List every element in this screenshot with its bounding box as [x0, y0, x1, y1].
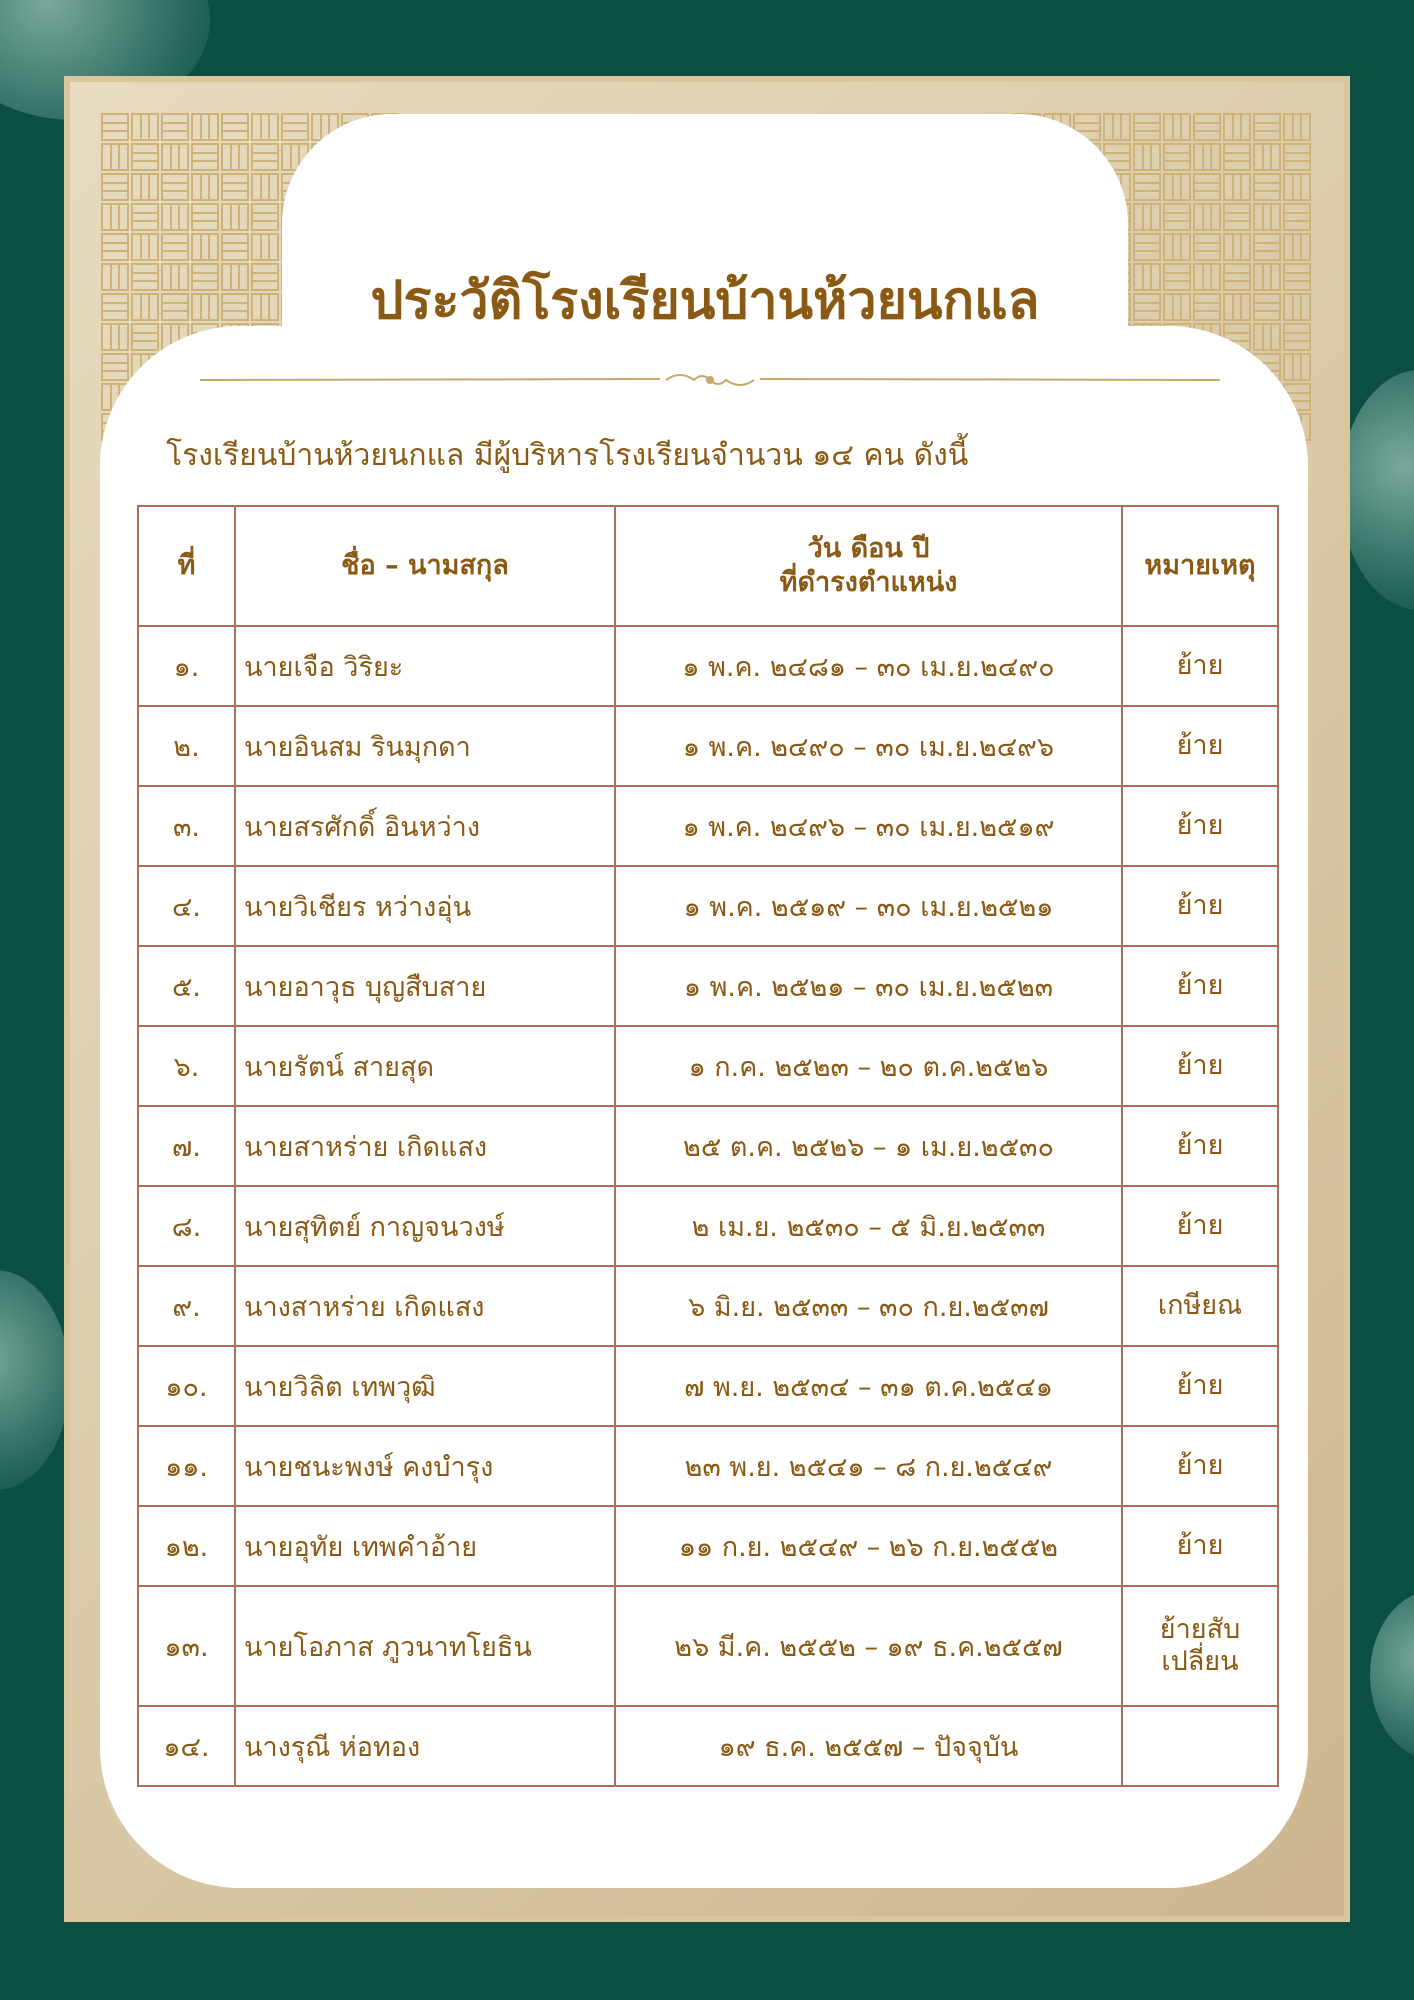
row-num: ๑๒. — [138, 1506, 235, 1586]
row-period: ๒ เม.ย. ๒๕๓๐ – ๕ มิ.ย.๒๕๓๓ — [615, 1186, 1122, 1266]
row-period: ๑ พ.ค. ๒๕๒๑ – ๓๐ เม.ย.๒๕๒๓ — [615, 946, 1122, 1026]
row-period: ๑ พ.ค. ๒๔๘๑ – ๓๐ เม.ย.๒๔๙๐ — [615, 626, 1122, 706]
table-row — [138, 786, 1278, 866]
row-num: ๔. — [138, 866, 235, 946]
table-row — [138, 1266, 1278, 1346]
table-row — [138, 946, 1278, 1026]
decor-blob-right-bottom — [1370, 1590, 1414, 1760]
row-num: ๑๑. — [138, 1426, 235, 1506]
administrators-table — [137, 505, 1279, 1787]
page-title: ประวัติโรงเรียนบ้านห้วยนกแล — [370, 270, 1040, 331]
table-row — [138, 706, 1278, 786]
row-period: ๑ พ.ค. ๒๔๙๖ – ๓๐ เม.ย.๒๕๑๙ — [615, 786, 1122, 866]
header-period-line2: ที่ดำรงตำแหน่ง — [779, 567, 958, 598]
row-name: นายอุทัย เทพคำอ้าย — [235, 1506, 615, 1586]
row-note-line1: ย้ายสับ — [1159, 1613, 1241, 1645]
decor-blob-left-bottom — [0, 1270, 70, 1490]
table-header-row — [138, 506, 1278, 626]
row-name: นายอินสม รินมุกดา — [235, 706, 615, 786]
row-note: ย้าย — [1122, 1026, 1278, 1106]
table-row — [138, 626, 1278, 706]
header-period-line1: วัน ดือน ปี — [807, 533, 930, 565]
row-num: ๗. — [138, 1106, 235, 1186]
table-row — [138, 1026, 1278, 1106]
row-note — [1122, 1586, 1278, 1706]
row-note: ย้าย — [1122, 1346, 1278, 1426]
row-note: ย้าย — [1122, 786, 1278, 866]
row-note: ย้าย — [1122, 866, 1278, 946]
row-name: นายโอภาส ภูวนาทโยธิน — [235, 1586, 615, 1706]
row-period: ๑ พ.ค. ๒๕๑๙ – ๓๐ เม.ย.๒๕๒๑ — [615, 866, 1122, 946]
row-note: เกษียณ — [1122, 1266, 1278, 1346]
row-note: ย้าย — [1122, 1106, 1278, 1186]
row-period: ๒๕ ต.ค. ๒๕๒๖ – ๑ เม.ย.๒๕๓๐ — [615, 1106, 1122, 1186]
row-note: ย้าย — [1122, 626, 1278, 706]
table-row — [138, 1106, 1278, 1186]
row-name: นายเจือ วิริยะ — [235, 626, 615, 706]
row-period: ๑๑ ก.ย. ๒๕๔๙ – ๒๖ ก.ย.๒๕๕๒ — [615, 1506, 1122, 1586]
table-row — [138, 1186, 1278, 1266]
ornament-divider — [200, 372, 1220, 388]
table-row — [138, 1506, 1278, 1586]
intro-text: โรงเรียนบ้านห้วยนกแล มีผู้บริหารโรงเรียนจำนวน ๑๔ คน ดังนี้ — [166, 438, 969, 473]
row-name: นายวิเชียร หว่างอุ่น — [235, 866, 615, 946]
row-period: ๑ ก.ค. ๒๕๒๓ – ๒๐ ต.ค.๒๕๒๖ — [615, 1026, 1122, 1106]
row-period: ๖ มิ.ย. ๒๕๓๓ – ๓๐ ก.ย.๒๕๓๗ — [615, 1266, 1122, 1346]
row-note: ย้าย — [1122, 1506, 1278, 1586]
table-row — [138, 1706, 1278, 1786]
row-period: ๑๙ ธ.ค. ๒๕๕๗ – ปัจจุบัน — [615, 1706, 1122, 1786]
row-num: ๓. — [138, 786, 235, 866]
row-name: นางสาหร่าย เกิดแสง — [235, 1266, 615, 1346]
row-num: ๑๐. — [138, 1346, 235, 1426]
row-name: นายชนะพงษ์ คงบำรุง — [235, 1426, 615, 1506]
row-num: ๑. — [138, 626, 235, 706]
row-num: ๖. — [138, 1026, 235, 1106]
row-note-line2: เปลี่ยน — [1161, 1646, 1239, 1677]
row-num: ๙. — [138, 1266, 235, 1346]
row-note: ย้าย — [1122, 946, 1278, 1026]
row-num: ๑๓. — [138, 1586, 235, 1706]
row-num: ๕. — [138, 946, 235, 1026]
row-note: ย้าย — [1122, 706, 1278, 786]
table-row — [138, 866, 1278, 946]
row-period: ๑ พ.ค. ๒๔๙๐ – ๓๐ เม.ย.๒๔๙๖ — [615, 706, 1122, 786]
row-name: นายสาหร่าย เกิดแสง — [235, 1106, 615, 1186]
row-note: ย้าย — [1122, 1426, 1278, 1506]
table-row — [138, 1426, 1278, 1506]
row-name: นายสุทิตย์ กาญจนวงษ์ — [235, 1186, 615, 1266]
row-name: นายวิลิต เทพวุฒิ — [235, 1346, 615, 1426]
header-name: ชื่อ – นามสกุล — [235, 506, 615, 626]
header-period — [615, 506, 1122, 626]
table-row — [138, 1586, 1278, 1706]
row-num: ๘. — [138, 1186, 235, 1266]
row-period: ๒๖ มี.ค. ๒๕๕๒ – ๑๙ ธ.ค.๒๕๕๗ — [615, 1586, 1122, 1706]
decor-blob-right-top — [1340, 370, 1414, 610]
header-num: ที่ — [138, 506, 235, 626]
row-name: นายสรศักดิ์ อินหว่าง — [235, 786, 615, 866]
row-note — [1122, 1706, 1278, 1786]
row-name: นางรุณี ห่อทอง — [235, 1706, 615, 1786]
row-num: ๒. — [138, 706, 235, 786]
table-row — [138, 1346, 1278, 1426]
row-name: นายรัตน์ สายสุด — [235, 1026, 615, 1106]
header-note: หมายเหตุ — [1122, 506, 1278, 626]
row-period: ๒๓ พ.ย. ๒๕๔๑ – ๘ ก.ย.๒๕๔๙ — [615, 1426, 1122, 1506]
row-period: ๗ พ.ย. ๒๕๓๔ – ๓๑ ต.ค.๒๕๔๑ — [615, 1346, 1122, 1426]
row-num: ๑๔. — [138, 1706, 235, 1786]
row-name: นายอาวุธ บุญสืบสาย — [235, 946, 615, 1026]
row-note: ย้าย — [1122, 1186, 1278, 1266]
